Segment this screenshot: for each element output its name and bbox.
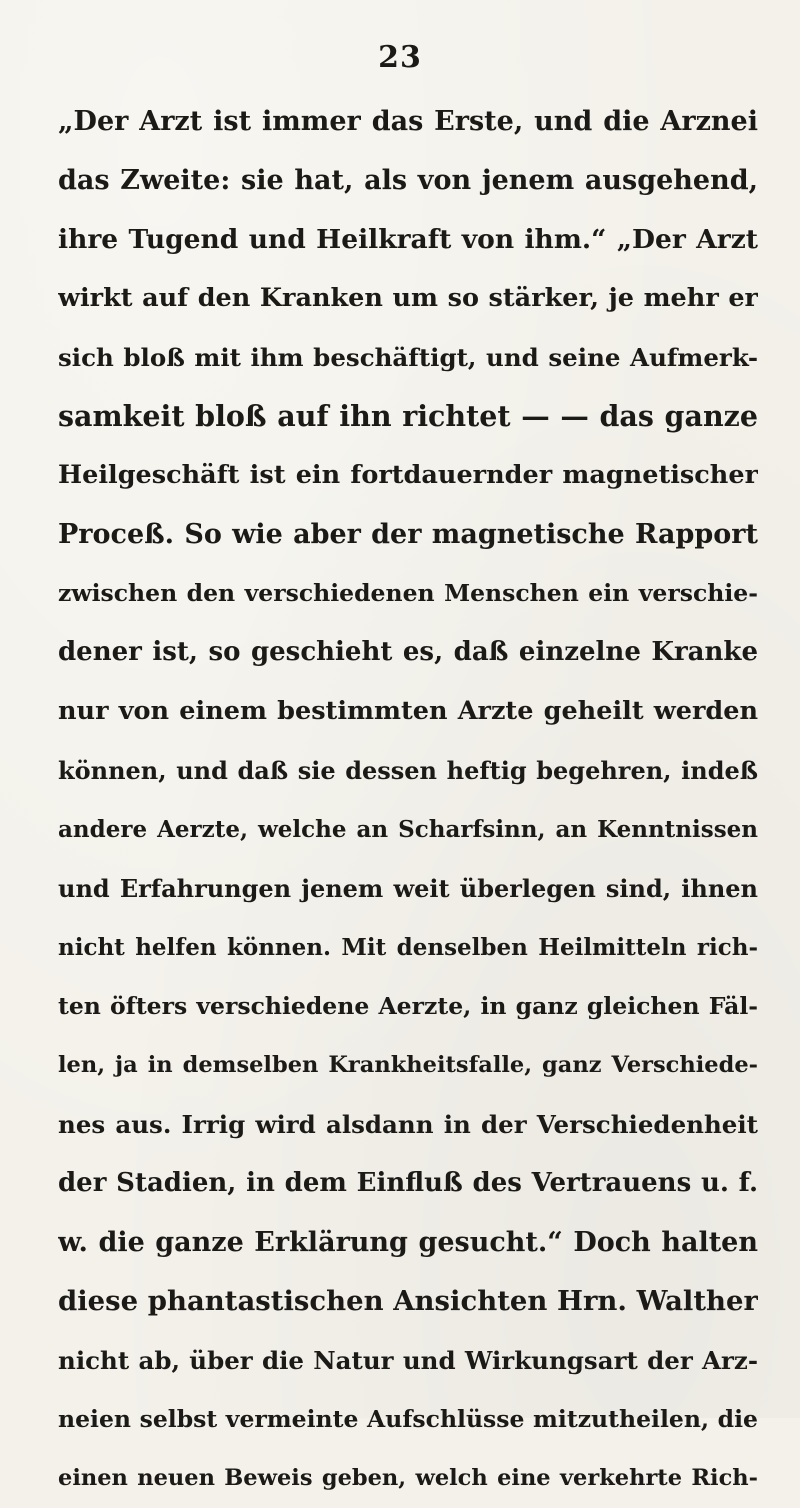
text-line: neien selbst vermeinte Aufschlüsse mitzutheilen, die xyxy=(58,1405,758,1433)
text-line: nur von einem bestimmten Arzte geheilt werden xyxy=(58,696,758,726)
text-line: können, und daß sie dessen heftig begehren, indeß xyxy=(58,756,758,785)
text-line: nes aus. Irrig wird alsdann in der Verschiedenheit xyxy=(58,1110,758,1139)
text-line: zwischen den verschiedenen Menschen ein verschie- xyxy=(58,579,758,607)
text-line: ten öfters verschiedene Aerzte, in ganz gleichen Fäl- xyxy=(58,992,758,1020)
text-line: Proceß. So wie aber der magnetische Rapport xyxy=(58,519,758,550)
text-line: diese phantastischen Ansichten Hrn. Walther xyxy=(58,1285,758,1317)
text-line: nicht ab, über die Natur und Wirkungsart der Arz- xyxy=(58,1346,758,1375)
text-line: nicht helfen können. Mit denselben Heilmitteln rich- xyxy=(58,934,758,961)
text-line: dener ist, so geschieht es, daß einzelne Kranke xyxy=(58,637,758,667)
text-line: der Stadien, in dem Einfluß des Vertrauens u. f. xyxy=(58,1168,758,1198)
page-number: 23 xyxy=(378,40,422,75)
text-line: das Zweite: sie hat, als von jenem ausgehend, xyxy=(58,165,758,196)
text-line: sich bloß mit ihm beschäftigt, und seine Aufmerk- xyxy=(58,343,758,372)
text-line: wirkt auf den Kranken um so stärker, je mehr er xyxy=(58,283,758,313)
text-line: einen neuen Beweis geben, welch eine verkehrte Rich- xyxy=(58,1465,758,1491)
text-line: w. die ganze Erklärung gesucht.“ Doch halten xyxy=(58,1227,758,1258)
text-line: ihre Tugend und Heilkraft von ihm.“ „Der Arzt xyxy=(58,224,758,255)
text-line: und Erfahrungen jenem weit überlegen sind, ihnen xyxy=(58,874,758,903)
text-line: len, ja in demselben Krankheitsfalle, ganz Verschiede- xyxy=(58,1052,758,1078)
text-line: „Der Arzt ist immer das Erste, und die Arznei xyxy=(58,106,758,137)
text-line: andere Aerzte, welche an Scharfsinn, an Kenntnissen xyxy=(58,816,758,843)
text-line: samkeit bloß auf ihn richtet — — das ganze xyxy=(58,399,758,433)
body-text xyxy=(58,92,758,1508)
text-line: Heilgeschäft ist ein fortdauernder magnetischer xyxy=(58,460,758,490)
